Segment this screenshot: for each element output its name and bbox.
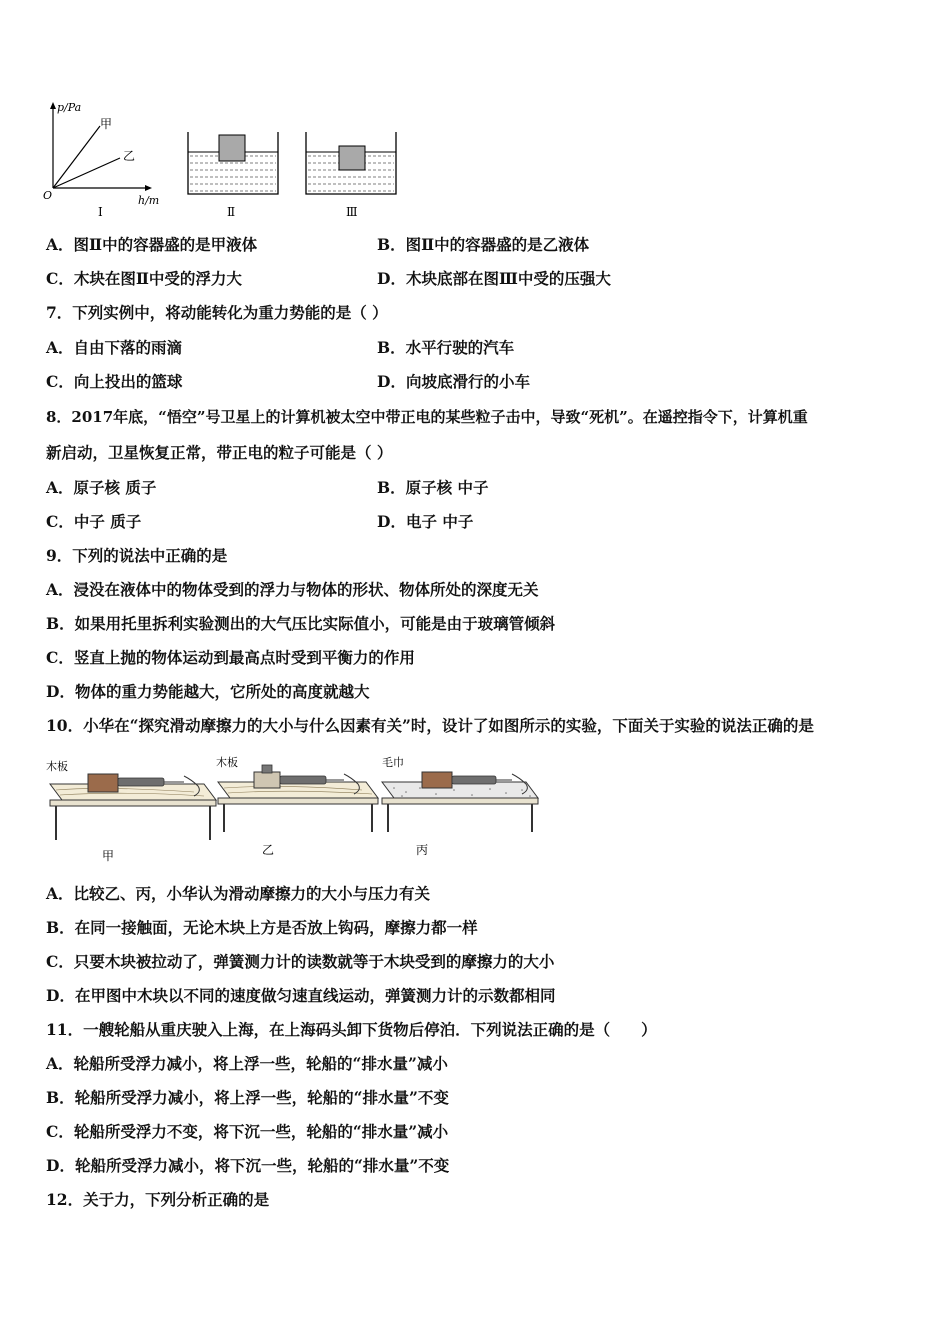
wood-block-b: [254, 772, 280, 788]
q7-option-c: C．向上投出的篮球: [46, 372, 183, 391]
panel-label-3: Ⅲ: [346, 205, 358, 219]
q8-option-d: D．电子 中子: [377, 512, 474, 531]
friction-panel-label-a: 甲: [102, 849, 115, 863]
origin-label: O: [43, 189, 53, 202]
friction-panel-a: [46, 759, 216, 863]
friction-panel-label-b: 乙: [262, 843, 275, 857]
surface-label-b: 木板: [216, 756, 238, 769]
hook-weight-b: [262, 765, 272, 773]
q12-stem: 12．关于力，下列分析正确的是: [46, 1190, 270, 1209]
q7-option-a: A．自由下落的雨滴: [46, 338, 183, 357]
q6-option-c: C．木块在图Ⅱ中受的浮力大: [46, 269, 242, 288]
panel-label-2: Ⅱ: [227, 205, 236, 219]
wood-block-iii: [339, 146, 365, 170]
q9-stem: 9．下列的说法中正确的是: [46, 546, 228, 565]
panel-label-1: Ⅰ: [98, 205, 103, 219]
friction-panel-label-c: 丙: [416, 843, 429, 857]
line-a-label: 甲: [100, 117, 113, 131]
q10-option-a: A．比较乙、丙，小华认为滑动摩擦力的大小与压力有关: [46, 884, 431, 903]
q11-option-a: A．轮船所受浮力减小，将上浮一些，轮船的“排水量”减小: [46, 1054, 448, 1073]
q9-option-b: B．如果用托里拆利实验测出的大气压比实际值小，可能是由于玻璃管倾斜: [46, 614, 556, 633]
wood-block-ii: [219, 135, 245, 161]
friction-panel-c: [382, 755, 538, 857]
q10-option-c: C．只要木块被拉动了，弹簧测力计的读数就等于木块受到的摩擦力的大小: [46, 952, 555, 971]
q6-option-b: B．图Ⅱ中的容器盛的是乙液体: [377, 235, 590, 254]
q10-option-d: D．在甲图中木块以不同的速度做匀速直线运动，弹簧测力计的示数都相同: [46, 986, 556, 1005]
q10-stem: 10．小华在“探究滑动摩擦力的大小与什么因素有关”时，设计了如图所示的实验，下面关于实验的说法正确的是: [46, 716, 814, 735]
y-axis-label: p/Pa: [57, 101, 82, 114]
q10-option-b: B．在同一接触面，无论木块上方是否放上钩码，摩擦力都一样: [46, 918, 478, 937]
q11-option-b: B．轮船所受浮力减小，将上浮一些，轮船的“排水量”不变: [46, 1088, 449, 1107]
q9-option-a: A．浸没在液体中的物体受到的浮力与物体的形状、物体所处的深度无关: [46, 580, 539, 599]
q7-option-d: D．向坡底滑行的小车: [377, 372, 530, 391]
q7-option-b: B．水平行驶的汽车: [377, 338, 515, 357]
q8-stem-line-1: 8．2017年底，“悟空”号卫星上的计算机被太空中带正电的某些粒子击中，导致“死机”。在遥控指令下，计算机重: [46, 408, 808, 426]
q8-stem-line-2: 新启动，卫星恢复正常，带正电的粒子可能是（ ）: [46, 443, 393, 462]
friction-panel-b: [216, 755, 378, 857]
q7-stem: 7．下列实例中，将动能转化为重力势能的是（ ）: [46, 303, 388, 322]
q11-option-c: C．轮船所受浮力不变，将下沉一些，轮船的“排水量”减小: [46, 1122, 449, 1141]
q11-option-d: D．轮船所受浮力减小，将下沉一些，轮船的“排水量”不变: [46, 1156, 450, 1175]
wood-block-a: [88, 774, 118, 792]
line-b-label: 乙: [123, 149, 136, 163]
q11-stem: 11．一艘轮船从重庆驶入上海，在上海码头卸下货物后停泊．下列说法正确的是（ ）: [46, 1020, 657, 1039]
q8-option-b: B．原子核 中子: [377, 478, 489, 497]
pressure-depth-figure: [40, 98, 420, 222]
q8-option-c: C．中子 质子: [46, 512, 142, 531]
q9-option-d: D．物体的重力势能越大，它所处的高度就越大: [46, 682, 370, 701]
q6-option-a: A．图Ⅱ中的容器盛的是甲液体: [46, 235, 258, 254]
surface-label-c: 毛巾: [382, 756, 404, 769]
surface-label-a: 木板: [46, 760, 68, 773]
q8-option-a: A．原子核 质子: [46, 478, 157, 497]
q9-option-c: C．竖直上抛的物体运动到最高点时受到平衡力的作用: [46, 648, 415, 667]
q6-option-d: D．木块底部在图Ⅲ中受的压强大: [377, 269, 611, 288]
friction-experiment-figure: [44, 752, 544, 864]
x-axis-label: h/m: [138, 194, 160, 207]
wood-block-c: [422, 772, 452, 788]
